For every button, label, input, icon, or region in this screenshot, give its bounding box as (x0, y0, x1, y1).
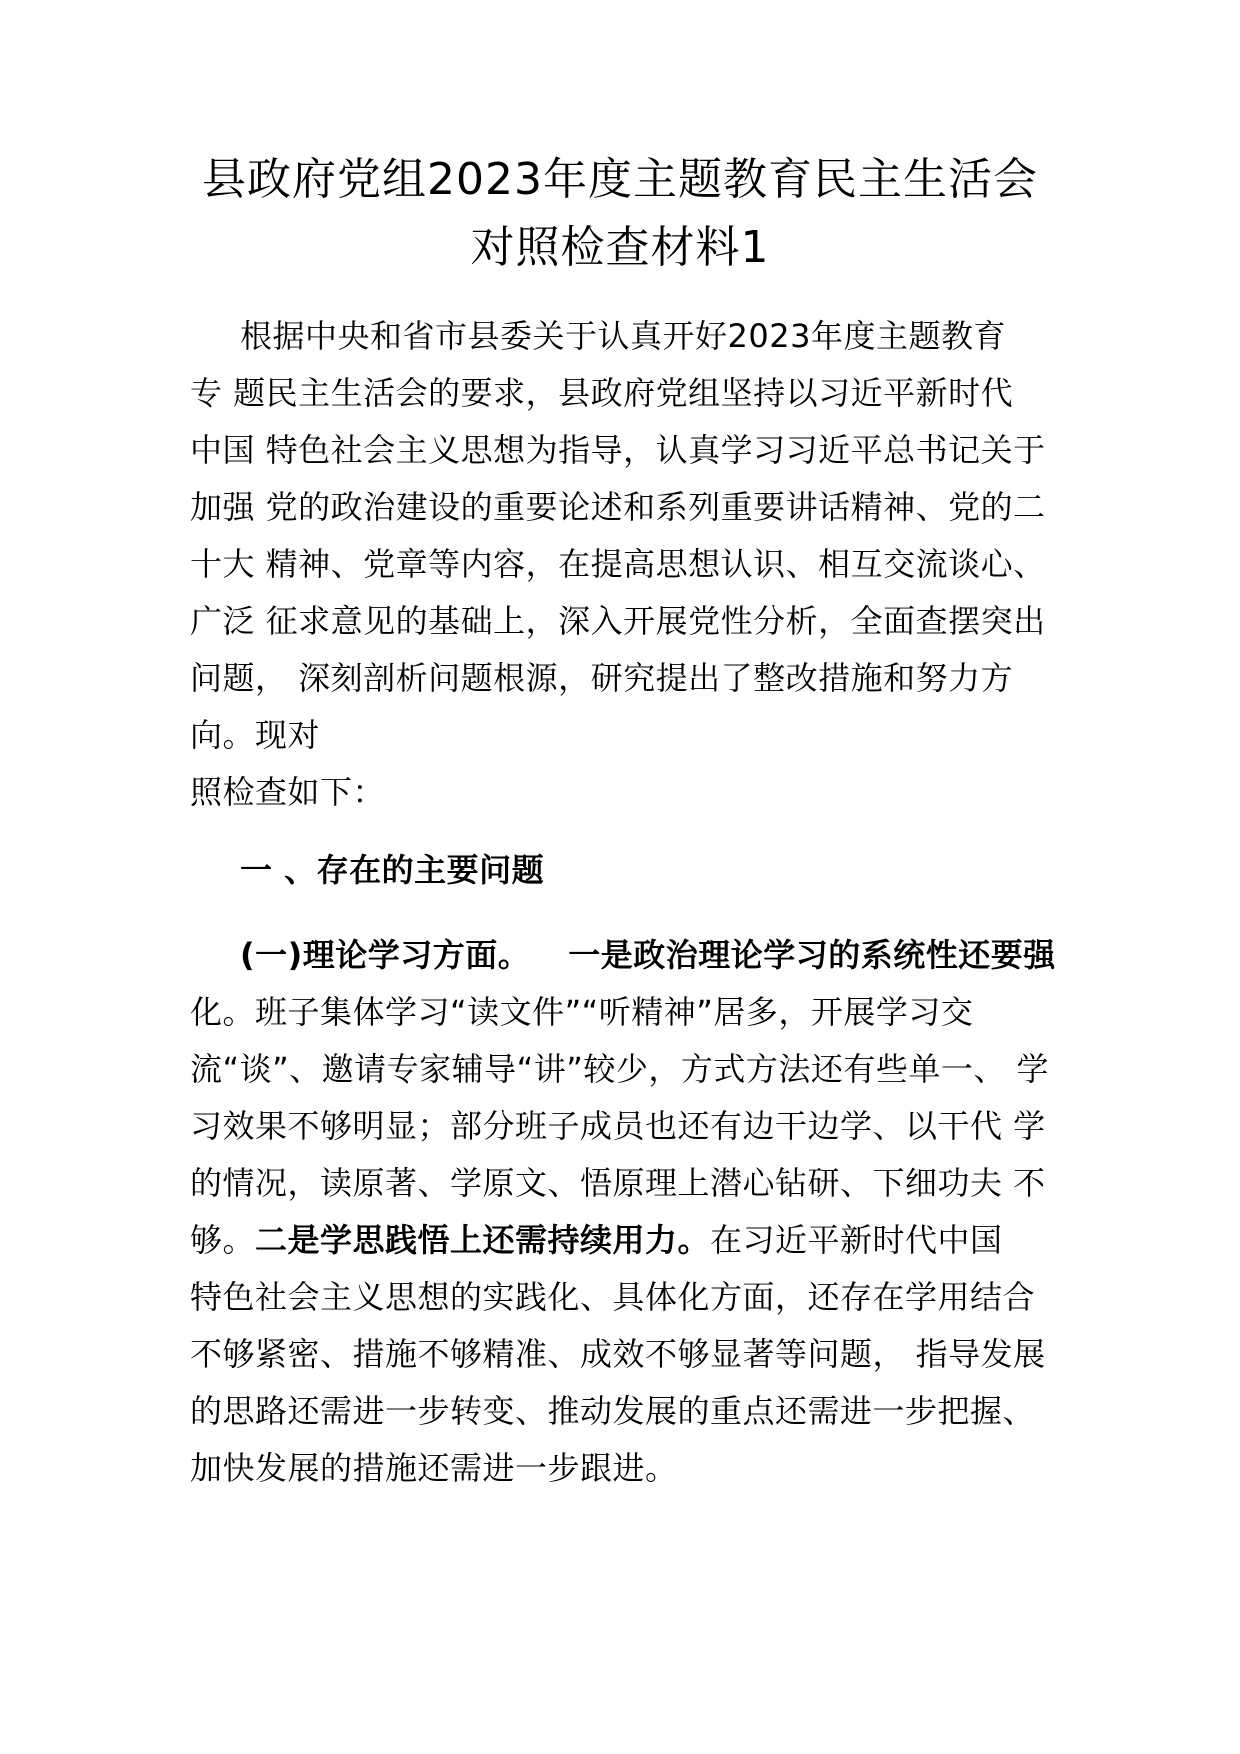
subsection-one-line-4: 的情况，读原著、学原文、悟原理上潜心钻研、下细功夫 不 (190, 1164, 1046, 1202)
subsection-one-line-2: 流“谈”、邀请专家辅导“讲”较少，方式方法还有些单一、 学 (190, 1050, 1049, 1088)
subsection-one-first-line (190, 933, 1110, 977)
intro-line-6: 广泛 征求意见的基础上，深入开展党性分析，全面查摆突出 (190, 602, 1046, 640)
point-two-label: 二是学思践悟上还需持续用力。 (255, 1221, 711, 1259)
intro-line-8: 向。现对 (190, 716, 321, 754)
subsection-one-line-5 (190, 1218, 1060, 1262)
subsection-one-line-3: 习效果不够明显；部分班子成员也还有边干边学、以干代 学 (190, 1107, 1046, 1145)
subsection-one-heading: (一)理论学习方面。 (240, 936, 531, 974)
intro-line-3: 中国 特色社会主义思想为指导，认真学习习近平总书记关于 (190, 431, 1046, 469)
intro-line-2: 专 题民主生活会的要求，县政府党组坚持以习近平新时代 (190, 374, 1014, 412)
subsection-one-line-7: 不够紧密、措施不够精准、成效不够显著等问题， 指导发展 (190, 1335, 1046, 1373)
line-after-point-two: 在习近平新时代中国 (710, 1221, 1003, 1259)
line-before-point-two: 够。 (190, 1221, 256, 1259)
subsection-one-line-1: 化。班子集体学习“读文件”“听精神”居多，开展学习交 (190, 993, 974, 1031)
subsection-one-line-8: 的思路还需进一步转变、推动发展的重点还需进一步把握、 (190, 1392, 1036, 1430)
intro-line-5: 十大 精神、党章等内容，在提高思想认识、相互交流谈心、 (190, 545, 1046, 583)
intro-line-7: 问题， 深刻剖析问题根源，研究提出了整改措施和努力方 (190, 659, 1014, 697)
document-title-line-1: 县政府党组2023年度主题教育民主生活会 (202, 154, 1038, 205)
subsection-one-line-9: 加快发展的措施还需进一步跟进。 (190, 1449, 678, 1487)
section-one-heading: 一 、存在的主要问题 (240, 851, 545, 889)
subsection-one-line-6: 特色社会主义思想的实践化、具体化方面，还存在学用结合 (190, 1278, 1036, 1316)
intro-line-4: 加强 党的政治建设的重要论述和系列重要讲话精神、党的二 (190, 488, 1046, 526)
intro-line-9: 照检查如下： (190, 773, 386, 811)
document-title-line-2: 对照检查材料1 (470, 222, 770, 273)
point-one-label: 一是政治理论学习的系统性还要强 (568, 936, 1056, 974)
intro-line-1: 根据中央和省市县委关于认真开好2023年度主题教育 (240, 317, 1006, 355)
